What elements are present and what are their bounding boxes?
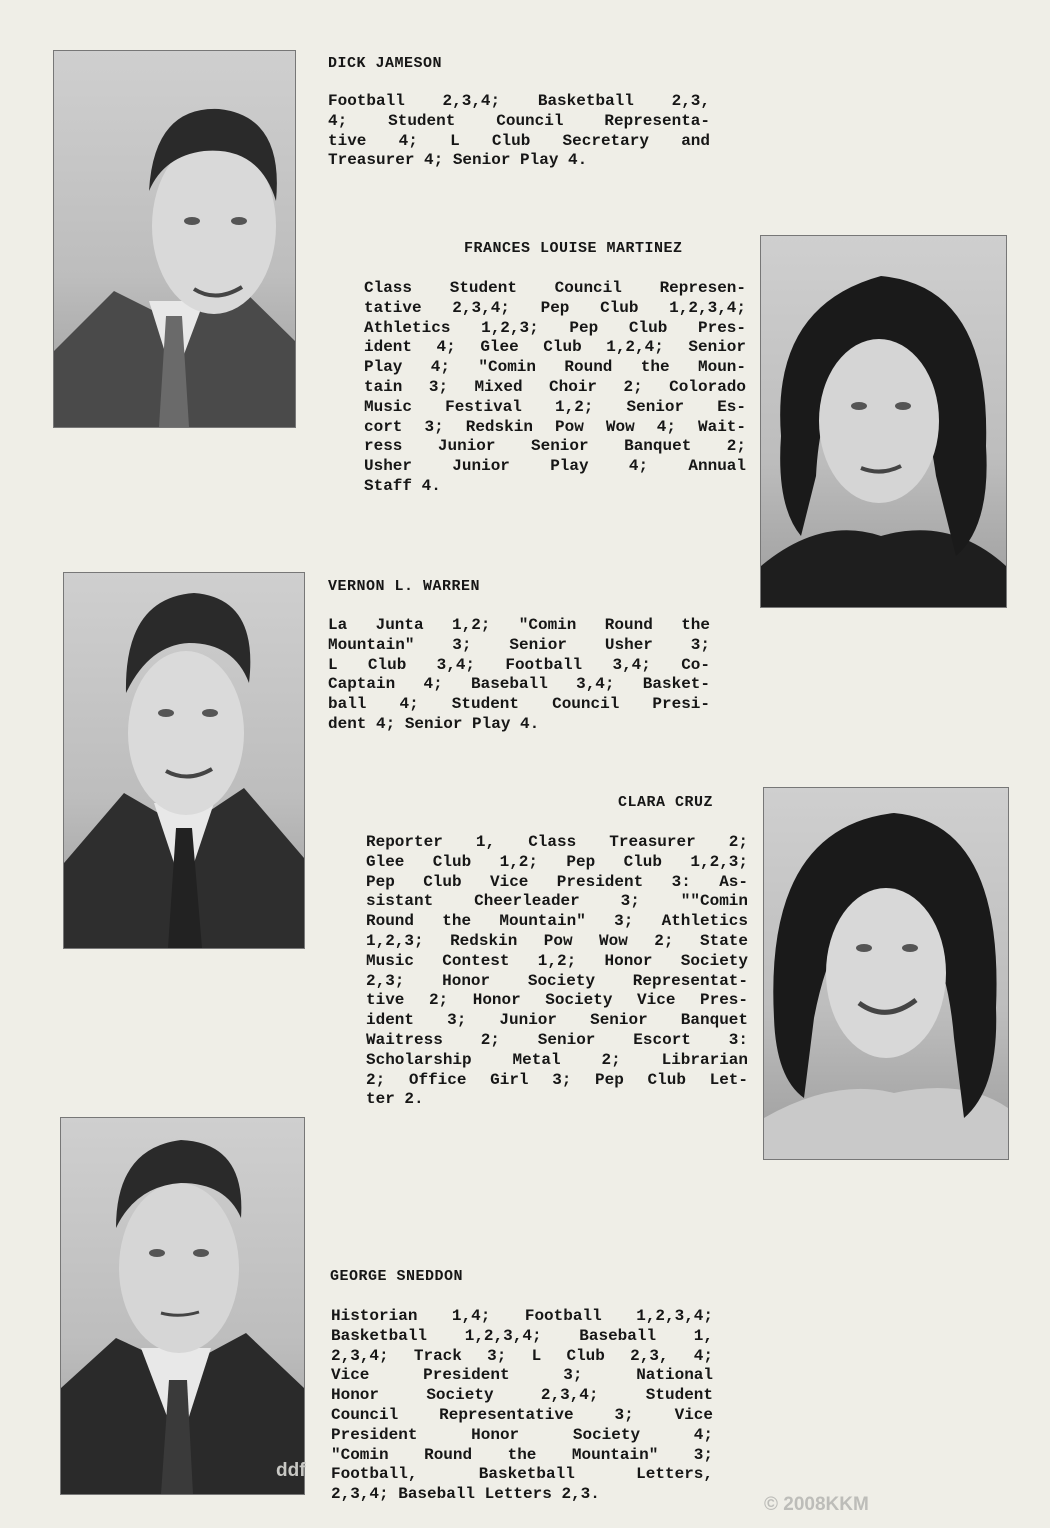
portrait-photo-dick-jameson: [53, 50, 296, 428]
bio-line: sistant Cheerleader 3; ""Comin: [366, 892, 748, 911]
bio-line: Class Student Council Represen-: [364, 279, 746, 297]
portrait-photo-clara-cruz: [763, 787, 1009, 1160]
bio-line: Football 2,3,4; Basketball 2,3,: [328, 92, 710, 110]
bio-line: Music Contest 1,2; Honor Society: [366, 951, 748, 970]
bio-line: 2,3,4; Track 3; L Club 2,3, 4;: [331, 1346, 713, 1365]
bio-line: tative 2,3,4; Pep Club 1,2,3,4;: [364, 298, 746, 317]
student-name: DICK JAMESON: [328, 55, 443, 72]
bio-line: ident 3; Junior Senior Banquet: [366, 1011, 748, 1030]
bio-line: Music Festival 1,2; Senior Es-: [364, 397, 746, 416]
bio-line: Mountain" 3; Senior Usher 3;: [328, 635, 710, 654]
portrait-photo-frances-louise-martinez: [760, 235, 1007, 608]
bio-line: ress Junior Senior Banquet 2;: [364, 437, 746, 456]
bio-line: 4; Student Council Representa-: [328, 111, 710, 130]
student-bio: [328, 616, 710, 735]
bio-line: "Comin Round the Mountain" 3;: [331, 1445, 713, 1464]
bio-line: Historian 1,4; Football 1,2,3,4;: [331, 1307, 713, 1325]
bio-line: Glee Club 1,2; Pep Club 1,2,3;: [366, 852, 748, 871]
bio-line: Usher Junior Play 4; Annual: [364, 457, 746, 476]
bio-line: ball 4; Student Council Presi-: [328, 695, 710, 714]
bio-line: Staff 4.: [364, 476, 441, 495]
bio-line: Athletics 1,2,3; Pep Club Pres-: [364, 318, 746, 337]
bio-line: Reporter 1, Class Treasurer 2;: [366, 833, 748, 851]
student-bio: [366, 833, 748, 1110]
student-name: FRANCES LOUISE MARTINEZ: [464, 240, 683, 257]
bio-line: Play 4; "Comin Round the Moun-: [364, 358, 746, 377]
bio-line: dent 4; Senior Play 4.: [328, 714, 540, 733]
bio-line: tain 3; Mixed Choir 2; Colorado: [364, 377, 746, 396]
bio-line: Council Representative 3; Vice: [331, 1405, 713, 1424]
bio-line: Honor Society 2,3,4; Student: [331, 1386, 713, 1405]
bio-line: Treasurer 4; Senior Play 4.: [328, 151, 588, 170]
watermark-left: ddf: [276, 1460, 306, 1481]
bio-line: Captain 4; Baseball 3,4; Basket-: [328, 675, 710, 694]
bio-line: L Club 3,4; Football 3,4; Co-: [328, 655, 710, 674]
bio-line: 2,3,4; Baseball Letters 2,3.: [331, 1485, 600, 1504]
watermark-copyright: © 2008KKM: [764, 1494, 869, 1515]
bio-line: Basketball 1,2,3,4; Baseball 1,: [331, 1326, 713, 1345]
bio-line: ident 4; Glee Club 1,2,4; Senior: [364, 338, 746, 357]
bio-line: Football, Basketball Letters,: [331, 1465, 713, 1484]
bio-line: 1,2,3; Redskin Pow Wow 2; State: [366, 931, 748, 950]
bio-line: Scholarship Metal 2; Librarian: [366, 1050, 748, 1069]
student-bio: [364, 279, 746, 497]
student-bio: [331, 1307, 713, 1505]
bio-line: ter 2.: [366, 1090, 424, 1109]
bio-line: 2,3; Honor Society Representat-: [366, 971, 748, 990]
portrait-photo-george-sneddon: [60, 1117, 305, 1495]
student-bio: [328, 92, 710, 171]
bio-line: La Junta 1,2; "Comin Round the: [328, 616, 710, 634]
bio-line: President Honor Society 4;: [331, 1425, 713, 1444]
bio-line: Pep Club Vice President 3: As-: [366, 872, 748, 891]
student-name: GEORGE SNEDDON: [330, 1268, 464, 1285]
bio-line: Waitress 2; Senior Escort 3:: [366, 1030, 748, 1049]
bio-line: tive 2; Honor Society Vice Pres-: [366, 991, 748, 1010]
bio-line: 2; Office Girl 3; Pep Club Let-: [366, 1070, 748, 1089]
student-name: VERNON L. WARREN: [328, 578, 481, 595]
bio-line: Round the Mountain" 3; Athletics: [366, 912, 748, 931]
bio-line: Vice President 3; National: [331, 1366, 713, 1385]
portrait-photo-vernon-l-warren: [63, 572, 305, 949]
student-name: CLARA CRUZ: [618, 794, 714, 811]
bio-line: tive 4; L Club Secretary and: [328, 131, 710, 150]
bio-line: cort 3; Redskin Pow Wow 4; Wait-: [364, 417, 746, 436]
